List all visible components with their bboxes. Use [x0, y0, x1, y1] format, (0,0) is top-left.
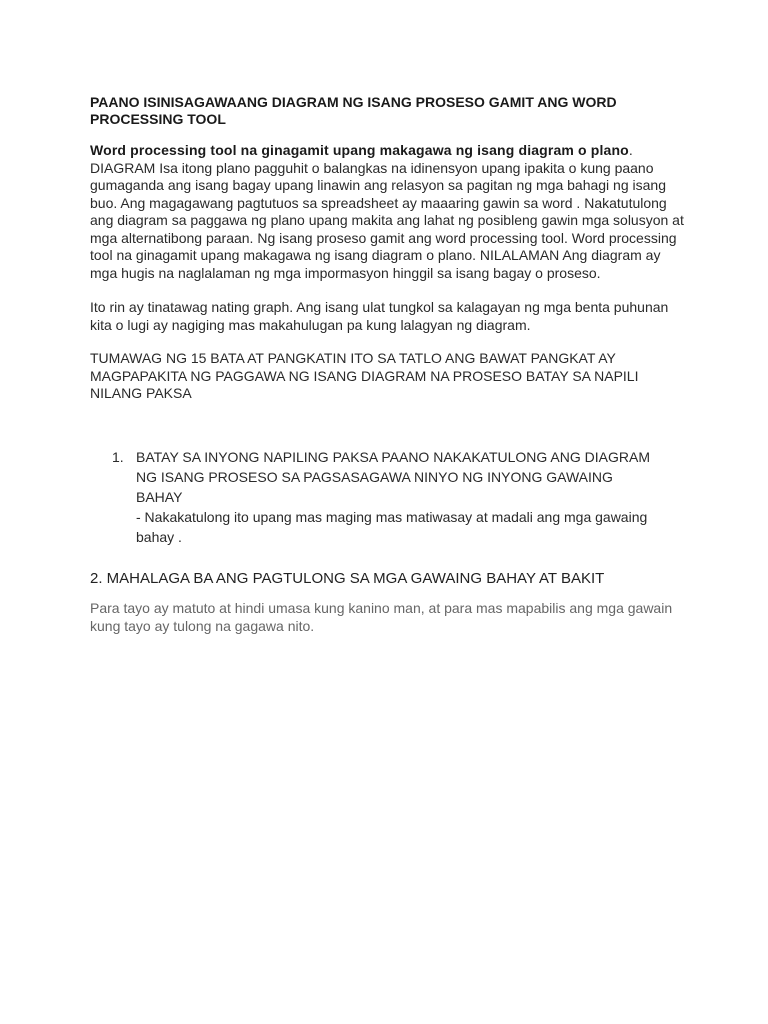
question-2-answer: Para tayo ay matuto at hindi umasa kung kanino man, at para mas mapabilis ang mga gawain kung tayo ay tulong na gagawa nito.: [90, 599, 673, 634]
intro-lead-text: Word processing tool na ginagamit upang makagawa ng isang diagram o plano: [90, 142, 629, 158]
question-2-text: 2. MAHALAGA BA ANG PAGTULONG SA MGA GAWAING BAHAY AT BAKIT: [90, 569, 605, 587]
question-1-number: 1.: [112, 448, 124, 465]
question-1-body: [136, 447, 656, 547]
document-title: PAANO ISINISAGAWAANG DIAGRAM NG ISANG PROSESO GAMIT ANG WORD PROCESSING TOOL: [90, 94, 617, 127]
question-1-answer: - Nakakatulong ito upang mas maging mas matiwasay at madali ang mga gawaing bahay .: [136, 508, 648, 545]
question-1-item: [112, 447, 688, 547]
activity-instruction: TUMAWAG NG 15 BATA AT PANGKATIN ITO SA TATLO ANG BAWAT PANGKAT AY MAGPAPAKITA NG PAGGAWA NG ISANG DIAGRAM NA PROSESO BATAY SA NAPILI NILANG PAKSA: [90, 350, 639, 401]
graph-paragraph: Ito rin ay tinatawag nating graph. Ang isang ulat tungkol sa kalagayan ng mga benta puhunan kita o lugi ay nagiging mas makahulugan pa kung lalagyan ng diagram.: [90, 299, 669, 333]
question-1-text: BATAY SA INYONG NAPILING PAKSA PAANO NAKAKATULONG ANG DIAGRAM NG ISANG PROSESO SA PAGSASAGAWA NINYO NG INYONG GAWAING BAHAY: [136, 448, 650, 505]
intro-body-text: . DIAGRAM Isa itong plano pagguhit o balangkas na idinensyon upang ipakita o kung paano gumaganda ang isang bagay upang linawin ang relasyon sa pagitan ng mga bahagi ng isang buo. Ang magagawang pagtutuos sa spreadsheet ay maaaring gawin sa word . Nakatutulong ang diagram sa paggawa ng plano upang makita ang lahat ng posibleng gawin mga solusyon at mga alternatibong paraan. Ng isang proseso gamit ang word processing tool. Word processing tool na ginagamit upang makagawa ng isang diagram o plano. NILALAMAN Ang diagram ay mga hugis na naglalaman ng mga impormasyon hinggil sa isang bagay o proseso.: [90, 142, 684, 281]
intro-paragraph: [90, 142, 688, 282]
